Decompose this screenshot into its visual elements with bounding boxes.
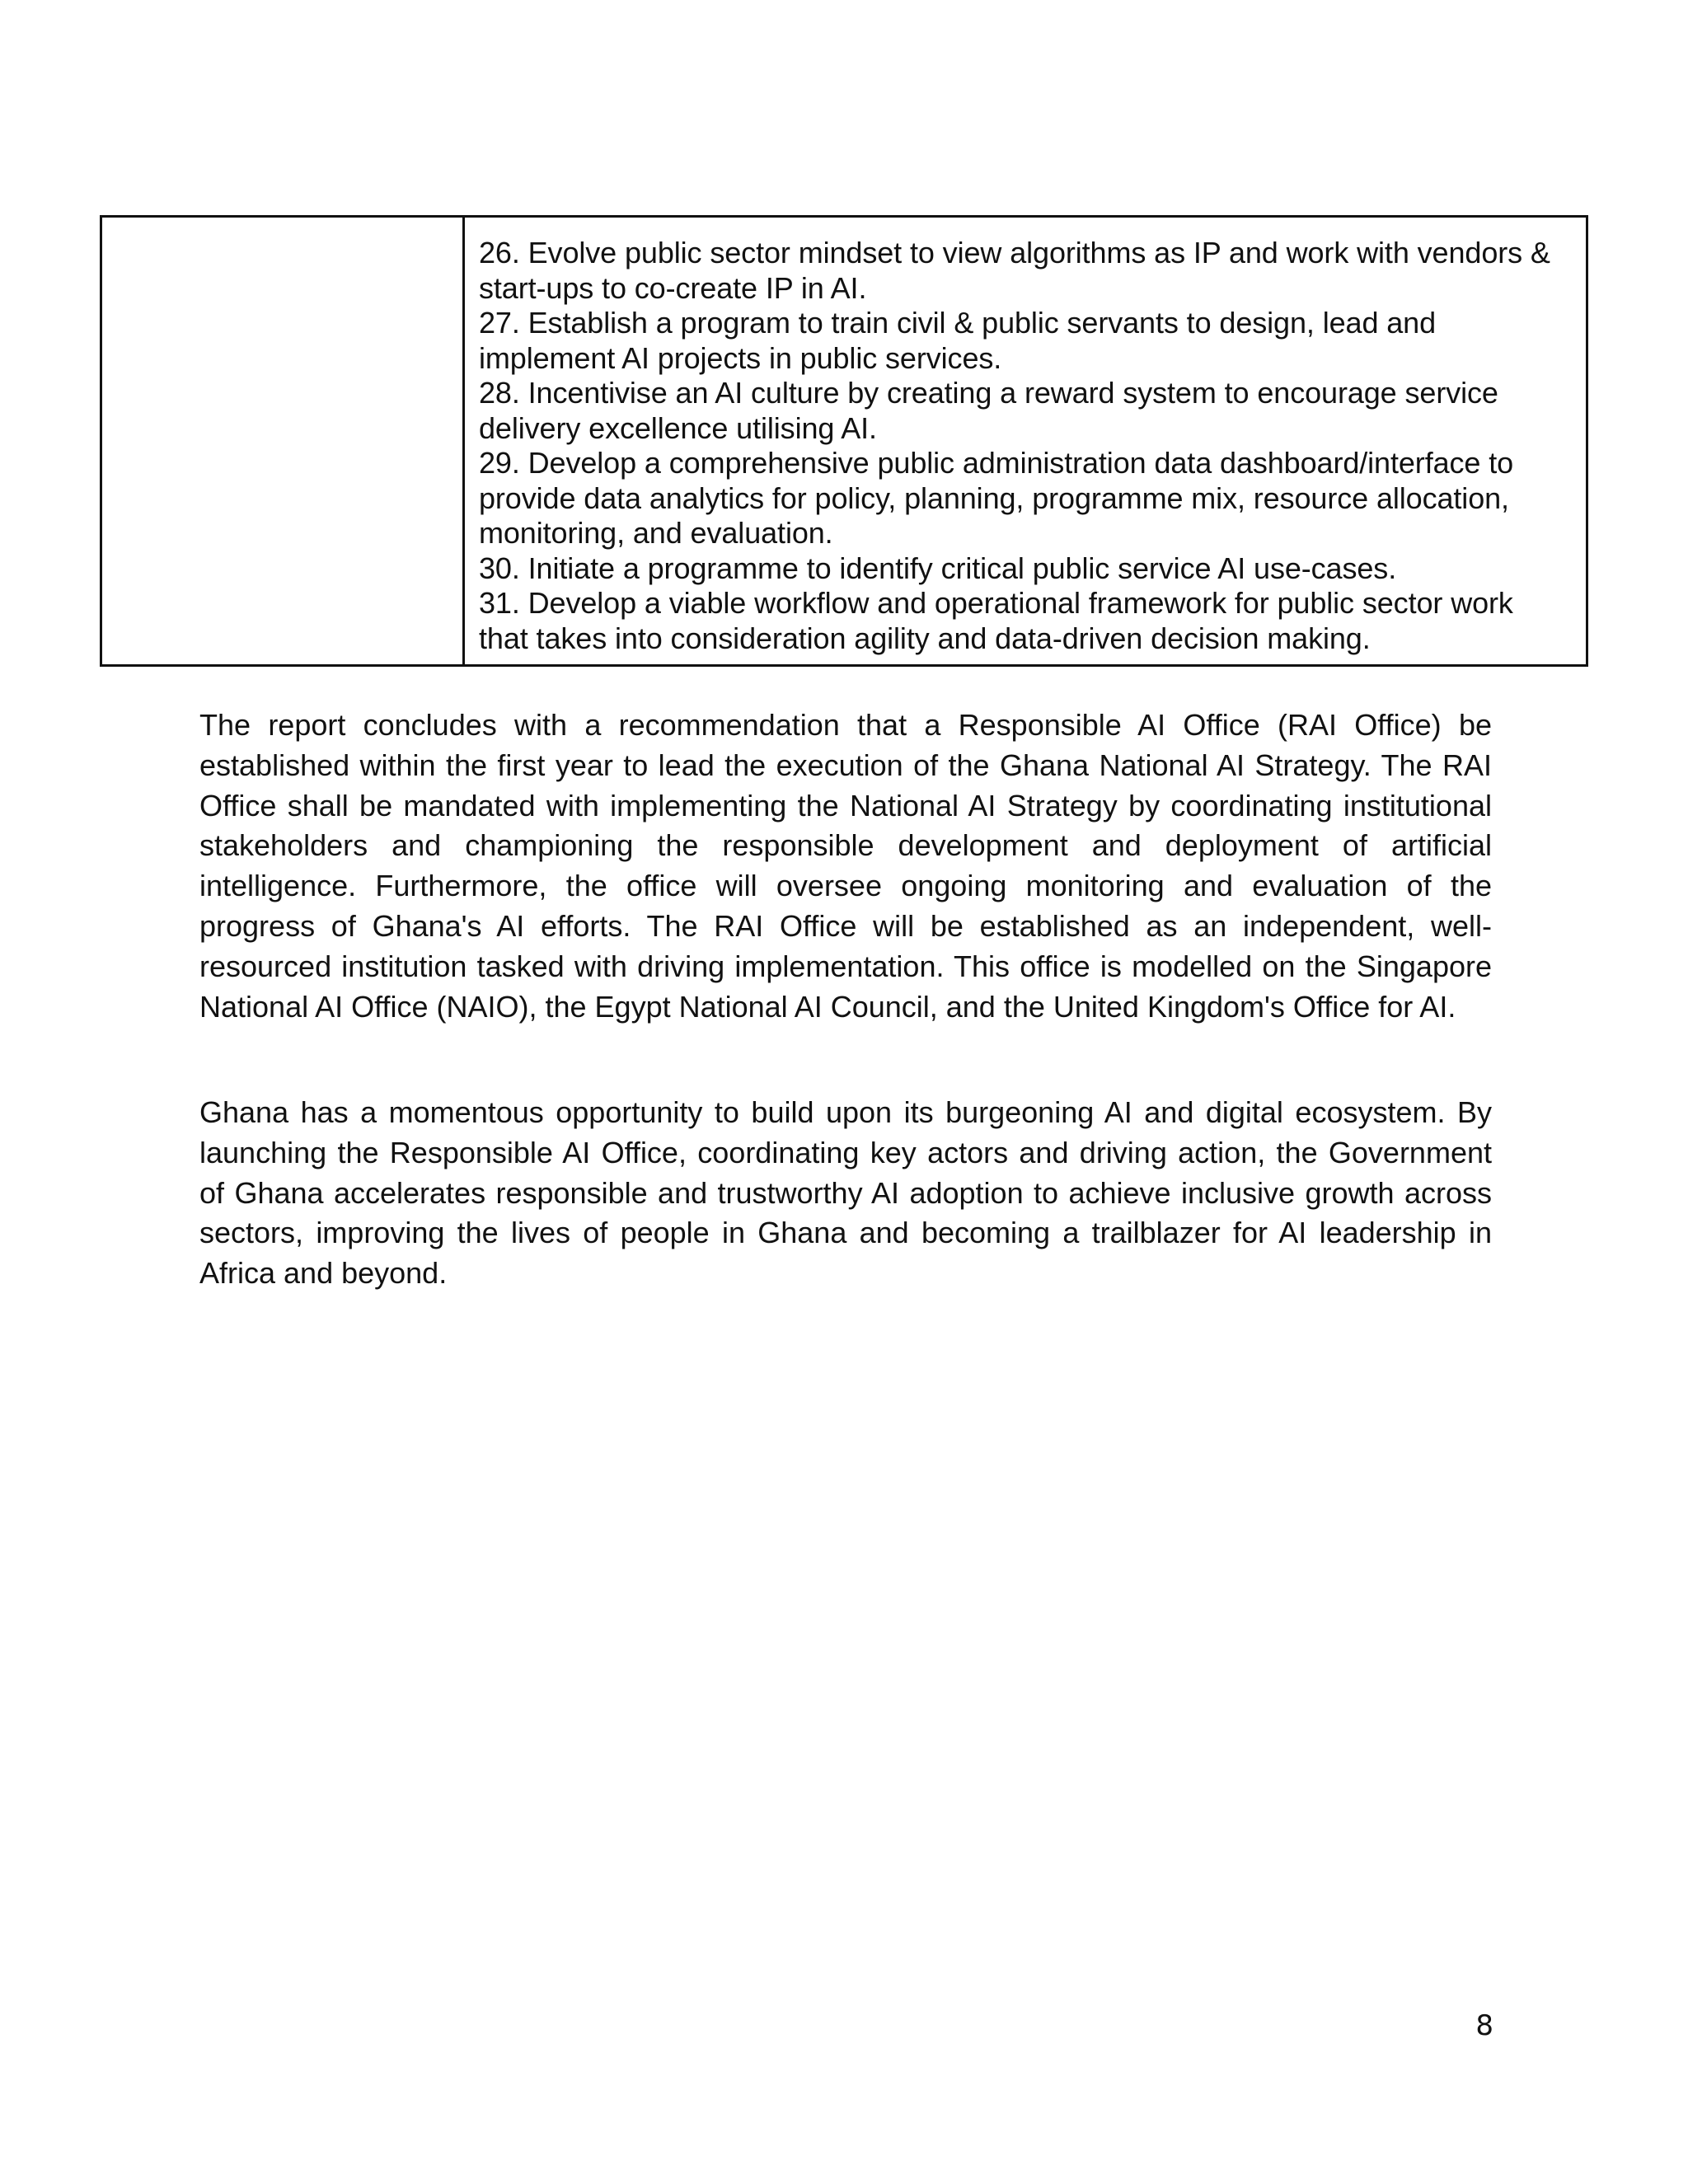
body-paragraph-rai-office: The report concludes with a recommendation that a Responsible AI Office (RAI Office) be established within the first year to lead the execution of the Ghana National AI Strategy. The RAI Office shall be mandated with implementing the National AI Strategy by coordinating institutional stakeholders and championing the responsible development and deployment of artificial intelligence. Furthermore, the office will oversee ongoing monitoring and evaluation of the progress of Ghana's AI efforts. The RAI Office will be established as an independent, well-resourced institution tasked with driving implementation. This office is modelled on the Singapore National AI Office (NAIO), the Egypt National AI Council, and the United Kingdom's Office for AI.	[199, 708, 1492, 1024]
table-cell-left	[101, 217, 464, 666]
action-item-31: 31. Develop a viable workflow and operational framework for public sector work that takes into consideration agility and data-driven decision making.	[479, 586, 1513, 655]
table-cell-actions	[464, 217, 1587, 666]
action-item-29: 29. Develop a comprehensive public administration data dashboard/interface to provide data analytics for policy, planning, programme mix, resource allocation, monitoring, and evaluation.	[479, 446, 1514, 550]
table-row	[101, 217, 1587, 666]
action-item-28: 28. Incentivise an AI culture by creating a reward system to encourage service delivery excellence utilising AI.	[479, 376, 1498, 445]
action-item-27: 27. Establish a program to train civil & public servants to design, lead and implement AI projects in public services.	[479, 306, 1437, 375]
action-item-30: 30. Initiate a programme to identify critical public service AI use-cases.	[479, 551, 1397, 585]
action-item-26: 26. Evolve public sector mindset to view algorithms as IP and work with vendors & start-ups to co-create IP in AI.	[479, 236, 1550, 305]
body-paragraph-opportunity: Ghana has a momentous opportunity to build upon its burgeoning AI and digital ecosystem. By launching the Responsible AI Office, coordinating key actors and driving action, the Government of Ghana accelerates responsible and trustworthy AI adoption to achieve inclusive growth across sectors, improving the lives of people in Ghana and becoming a trailblazer for AI leadership in Africa and beyond.	[199, 1095, 1492, 1291]
page-number: 8	[1475, 2009, 1493, 2042]
action-items-table	[100, 215, 1588, 667]
